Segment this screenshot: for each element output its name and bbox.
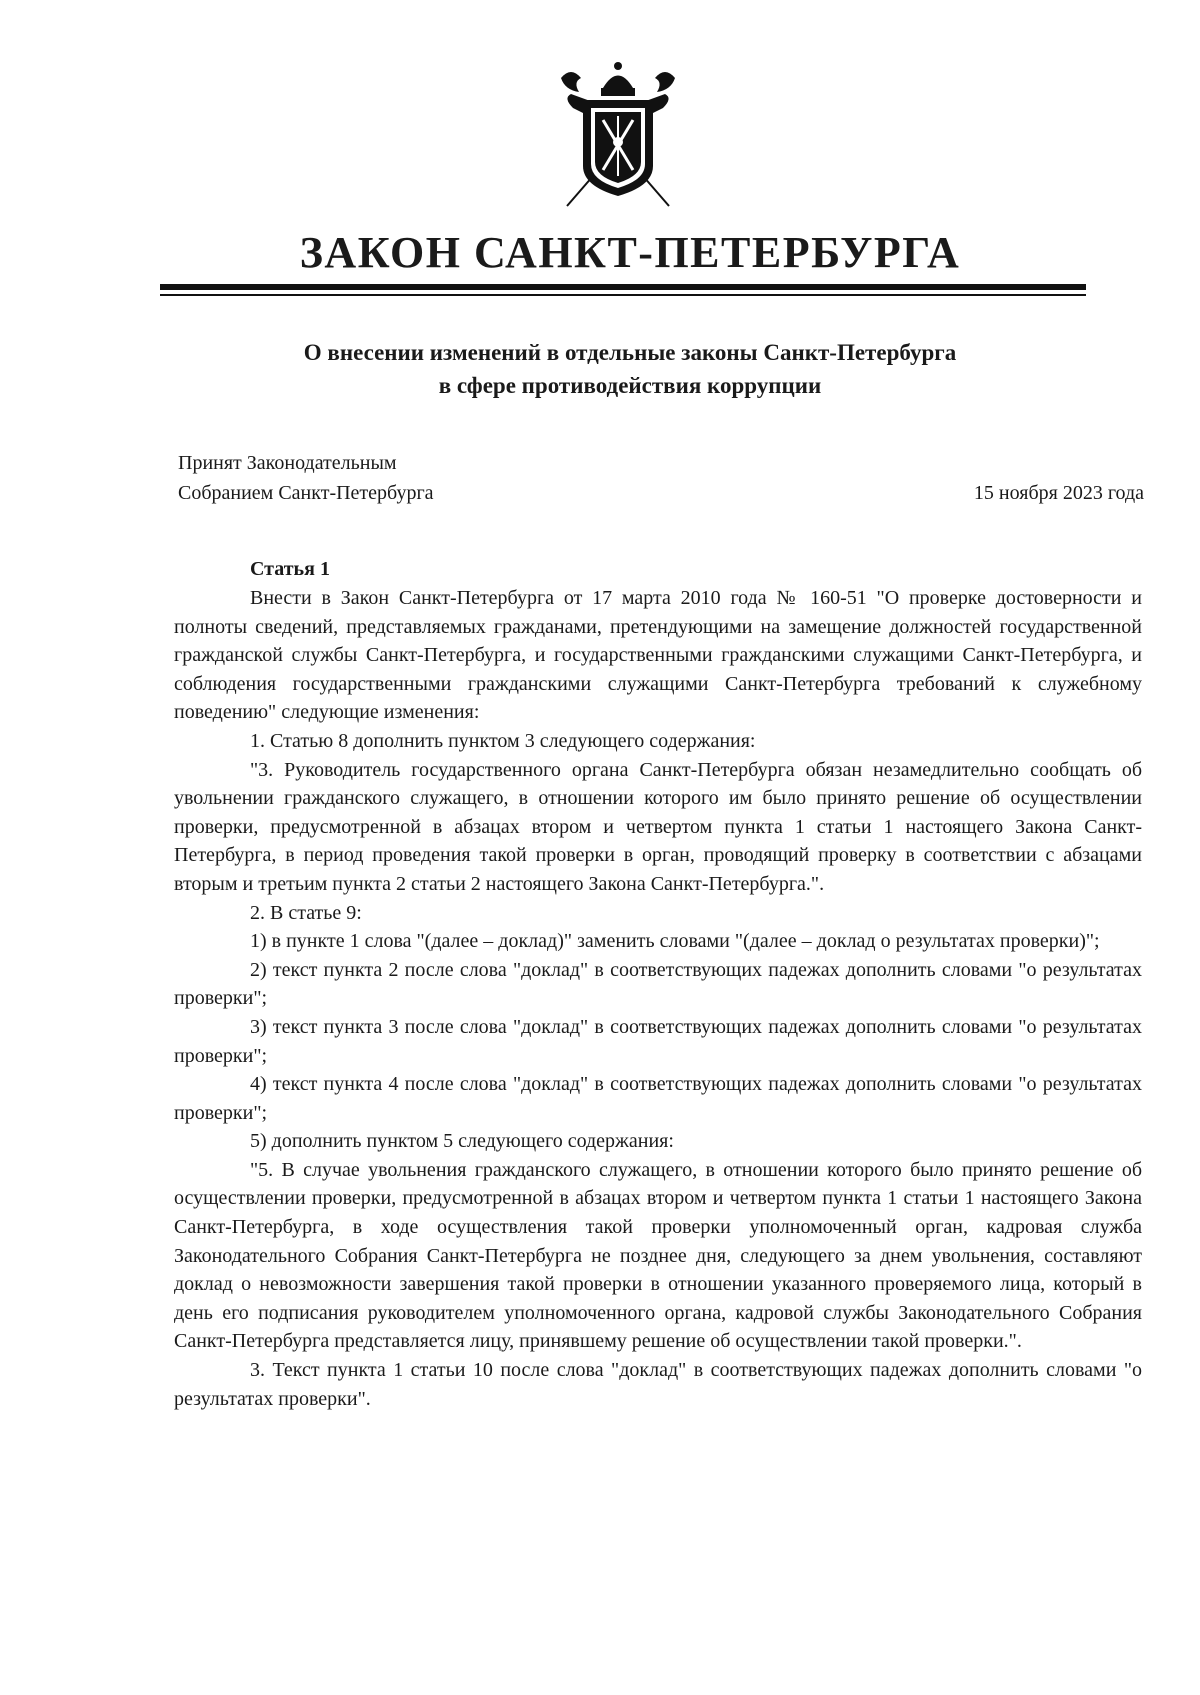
paragraph: 3) текст пункта 3 после слова "доклад" в соответствующих падежах дополнить словами "о результатах проверки"; (174, 1015, 1142, 1067)
subtitle-line-1: О внесении изменений в отдельные законы Санкт-Петербурга (303, 340, 957, 365)
law-subtitle (160, 336, 1100, 402)
paragraph: "5. В случае увольнения гражданского служащего, в отношении которого было принято решение об осуществлении проверки, предусмотренной в абзацах втором и четвертом пункта 1 статьи 1 настоящего Закона Санкт-Петербурга, в ходе осуществления такой проверки уполномоченный орган, кадровая служба Законодательного Собрания Санкт-Петербурга не позднее дня, следующего за днем увольнения, составляют доклад о невозможности завершения такой проверки в отношении указанного проверяемого лица, который в день его подписания руководителем уполномоченного органа, кадровой службы Законодательного Собрания Санкт-Петербурга представляется лицу, принявшему решение об осуществлении такой проверки.". (174, 1158, 1142, 1353)
paragraph: 5) дополнить пунктом 5 следующего содержания: (250, 1130, 674, 1153)
paragraph: Внести в Закон Санкт-Петербурга от 17 марта 2010 года № 160-51 "О проверке достоверности и полноты сведений, представляемых гражданами, претендующими на замещение должностей государственной гражданской службы Санкт-Петербурга, и государственными гражданскими служащими Санкт-Петербурга, и соблюдения государственными гражданскими служащими Санкт-Петербурга требований к служебному поведению" следующие изменения: (174, 587, 1142, 724)
adoption-date: 15 ноября 2023 года (973, 482, 1144, 504)
coat-of-arms-icon (553, 58, 683, 208)
adoption-line-1: Принят Законодательным (178, 452, 397, 474)
subtitle-line-2: в сфере противодействия коррупции (438, 373, 822, 398)
paragraph: 4) текст пункта 4 после слова "доклад" в соответствующих падежах дополнить словами "о результатах проверки"; (174, 1073, 1142, 1124)
article-heading: Статья 1 (250, 558, 330, 580)
article-body (174, 584, 1142, 1413)
adoption-authority (178, 448, 434, 508)
paragraph: 2) текст пункта 2 после слова "доклад" в соответствующих падежах дополнить словами "о результатах проверки"; (174, 958, 1142, 1010)
paragraph: 2. В статье 9: (250, 901, 362, 924)
law-title: ЗАКОН САНКТ-ПЕТЕРБУРГА (299, 228, 961, 277)
paragraph: 1. Статью 8 дополнить пунктом 3 следующего содержания: (250, 729, 756, 752)
paragraph: 3. Текст пункта 1 статьи 10 после слова "доклад" в соответствующих падежах дополнить словами "о результатах проверки". (174, 1359, 1142, 1410)
title-rule-thick (160, 284, 1086, 290)
adoption-line-2: Собранием Санкт-Петербурга (178, 482, 434, 504)
paragraph: "3. Руководитель государственного органа Санкт-Петербурга обязан незамедлительно сообщать об увольнении гражданского служащего, в отношении которого им было принято решение об осуществлении проверки, предусмотренной в абзацах втором и четвертом пункта 1 статьи 1 настоящего Закона Санкт-Петербурга, в период проведения такой проверки в орган, проводящий проверку в соответствии с абзацами вторым и третьим пункта 2 статьи 2 настоящего Закона Санкт-Петербурга.". (174, 758, 1142, 895)
paragraph: 1) в пункте 1 слова "(далее – доклад)" заменить словами "(далее – доклад о результатах проверки)"; (250, 930, 1100, 953)
title-rule-thin (160, 294, 1086, 296)
